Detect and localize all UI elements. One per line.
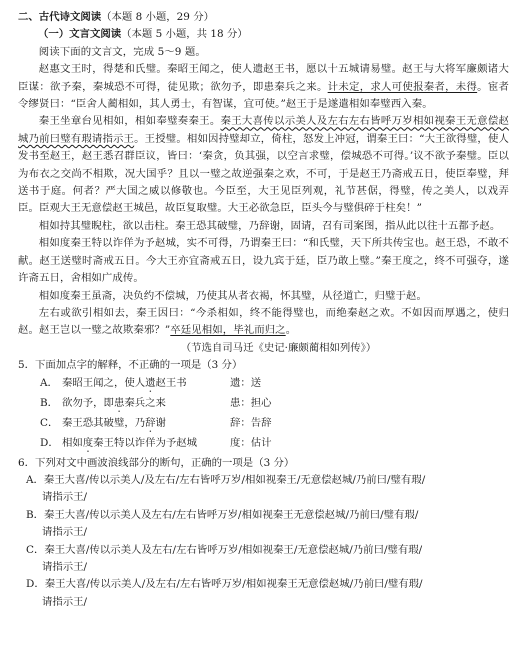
passage-source: （节选自司马迁《史记·廉颇蔺相如列传》） [180,341,377,354]
passage-paragraph-4: 相如度秦王特以诈佯为予赵城，实不可得，乃谓秦王曰：“和氏璧，天下所共传宝也。赵王恐，不敢不献。赵王送璧时斋戒五日。今大王亦宜斋戒五日，设九宾于廷，臣乃敢上璧。”秦王度之，终不可强夺，遂许斋五日，舍相如广成传。 [18,237,509,285]
wavy-underlined-sentence: 秦王大喜传以示美人及左右左右皆呼万岁相如视秦王无意偿赵城乃前曰璧有瑕请指示王 [18,115,509,145]
passage-paragraph-3: 相如持其璧睨柱，欲以击柱。秦王恐其破璧，乃辞谢，固请，召有司案图，指从此以往十五都予赵。 [38,219,501,232]
option-text: 秦王恐其破璧，乃辞谢 [62,416,166,429]
passage-text: 左右或欲引相如去，秦王因曰：“今杀相如，终不能得璧也，而绝秦赵之欢。不如因而厚遇之，使归赵。赵王岂以一璧之故欺秦邪？” [18,306,509,337]
option-explanation: 辞：告辞 [230,416,272,429]
passage-paragraph-6 [18,305,509,340]
subsection-meta: （本题 5 小题，共 18 分） [121,28,248,41]
option-text: 秦昭王闻之，使人遗赵王书 [62,376,187,389]
option-explanation: 度：估计 [230,436,272,449]
option-text: 欲勿予，即患秦兵之来 [62,396,166,409]
option-label: B． [26,508,45,521]
option-text: 相如度秦王特以诈佯为予赵城 [62,436,198,449]
option-label: C． [26,543,45,556]
option-explanation: 患：担心 [230,396,272,409]
subsection-title: （一）文言文阅读 [38,28,122,41]
subsection-heading [18,26,509,43]
option-text-cont: 请指示王/ [42,595,88,608]
option-text-cont: 请指示王/ [42,526,88,539]
option-text: 秦王大喜/传以示美人及左右/左右皆呼万岁/相如视秦王无意偿赵城/乃前曰/璧有瑕/ [44,508,419,521]
passage-paragraph-5: 相如度秦王虽斋，决负约不偿城，乃使其从者衣褐，怀其璧，从径道亡，归璧于赵。 [38,289,427,302]
option-explanation: 遗：送 [230,376,262,389]
question-5-stem: 5．下面加点字的解释，不正确的一项是（3 分） [18,359,243,372]
instruction: 阅读下面的文言文，完成 5～9 题。 [38,45,206,58]
question-5-option-a[interactable] [40,375,272,395]
question-6-option-b[interactable] [18,507,509,542]
question-5-option-c[interactable] [40,415,272,435]
passage-text: 。王授璧。相如因持璧却立，倚柱，怒发上冲冠，谓秦王曰：“大王欲得璧，使人发书至赵王，赵王悉召群臣议，皆曰：‘秦贪，负其强，以空言求璧，偿城恐不可得。’议不欲予秦璧。臣以为布衣之交尚不相欺，况大国乎？且以一璧之故逆强秦之欢，不可，于是赵王乃斋戒五日，使臣奉璧，拜送书于庭。何者？严大国之威以修敬也。今臣至，大王见臣列观，礼节甚倨，得璧，传之美人，以戏弄臣。臣观大王无意偿赵王城邑，故臣复取璧。大王必欲急臣，臣头今与璧俱碎于柱矣！” [18,132,509,215]
question-5-option-b[interactable] [40,395,272,415]
question-6-stem: 6．下列对文中画波浪线部分的断句，正确的一项是（3 分） [18,456,295,469]
option-label: D． [26,578,45,591]
passage-text: 。 [285,324,297,337]
question-5-option-d[interactable] [40,435,272,455]
option-label: C． [40,416,59,429]
option-label: A． [40,376,58,389]
passage-text: 秦王坐章台见相如，相如奉璧奏秦王。 [38,115,221,128]
option-label: A． [26,473,44,486]
option-text: 秦王大喜/传以示美人/及左右/左右皆呼万岁/相如视秦王无意偿赵城/乃前曰/璧有瑕/ [44,578,423,591]
question-5-options [40,375,272,455]
passage-paragraph-1 [18,61,509,113]
section-title: 二、古代诗文阅读 [18,11,102,23]
option-label: D． [40,436,59,449]
section-heading [18,9,509,26]
section-meta: （本题 8 小题，29 分） [101,11,214,23]
question-6-option-d[interactable] [18,576,509,611]
underlined-sentence-1: 计未定，求人可使报秦者，未得 [327,80,478,93]
option-label: B． [40,396,59,409]
option-text: 秦王大喜/传以示美人/及左右/左右皆呼万岁/相如视秦王/无意偿赵城/乃前曰/璧有瑕/ [43,473,426,486]
option-text-cont: 请指示王/ [42,560,88,573]
passage-text: 。宦者令缪贤曰：“臣舍人蔺相如，其人勇士，有智谋，宜可使。”赵王于是遂遣相如奉璧西入秦。 [18,80,509,111]
passage-paragraph-2 [18,113,509,217]
passage-text: 赵惠文王时，得楚和氏璧。秦昭王闻之，使人遗赵王书，愿以十五城请易璧。赵王与大将军廉颇诸大臣谋：欲予秦，秦城恐不可得，徒见欺；欲勿予，即患秦兵之来。 [18,63,509,93]
option-text: 秦王大喜/传以示美人及左右/左右皆呼万岁/相如视秦王/无意偿赵城/乃前曰/璧有瑕/ [44,543,423,556]
option-text-cont: 请指示王/ [42,491,88,504]
underlined-sentence-2: 卒廷见相如，毕礼而归之 [170,324,286,337]
question-6-option-a[interactable] [18,472,509,507]
question-6-option-c[interactable] [18,542,509,577]
